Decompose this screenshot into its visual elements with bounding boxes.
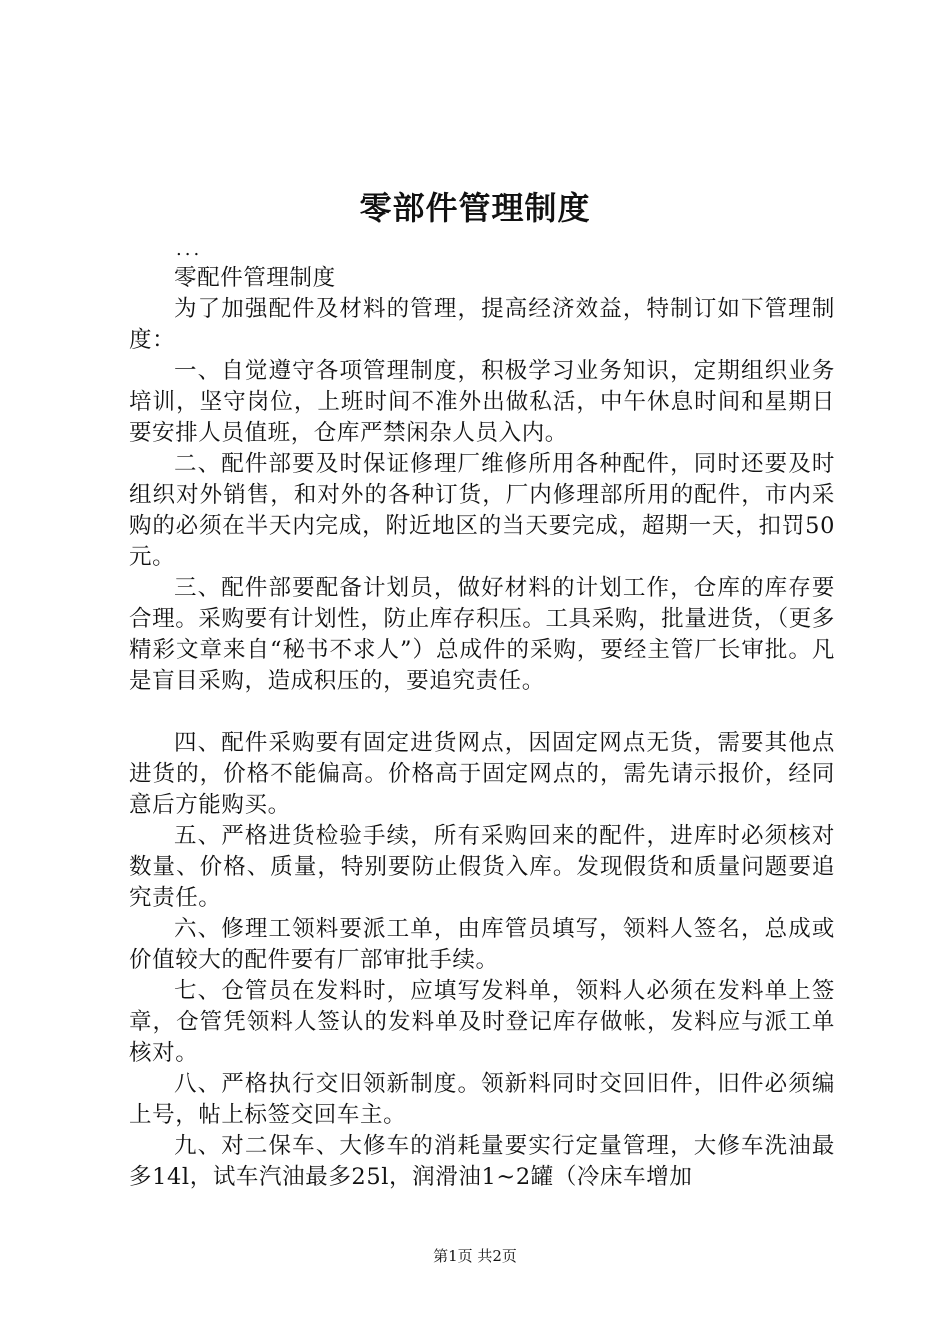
page-footer [0, 1246, 950, 1266]
rule-paragraph-9: 九、对二保车、大修车的消耗量要实行定量管理，大修车洗油最多14l，试车汽油最多25l，润滑油1~2罐（冷床车增加 [129, 1133, 835, 1190]
rule-paragraph-1: 一、自觉遵守各项管理制度，积极学习业务知识，定期组织业务培训，坚守岗位，上班时间不准外出做私活，中午休息时间和星期日要安排人员值班，仓库严禁闲杂人员入内。 [129, 358, 835, 446]
rule-paragraph-4: 四、配件采购要有固定进货网点，因固定网点无货，需要其他点进货的，价格不能偏高。价格高于固定网点的，需先请示报价，经同意后方能购买。 [129, 730, 835, 818]
rule-paragraph-7: 七、仓管员在发料时，应填写发料单，领料人必须在发料单上签章，仓管凭领料人签认的发料单及时登记库存做帐，发料应与派工单核对。 [129, 978, 835, 1066]
rule-paragraph-8: 八、严格执行交旧领新制度。领新料同时交回旧件，旧件必须编上号，帖上标签交回车主。 [129, 1071, 835, 1128]
intro-paragraph: 为了加强配件及材料的管理，提高经济效益，特制订如下管理制度： [129, 296, 835, 353]
document-title: 零部件管理制度 [359, 189, 591, 227]
rule-paragraph-6: 六、修理工领料要派工单，由库管员填写，领料人签名，总成或价值较大的配件要有厂部审批手续。 [129, 916, 835, 973]
rule-paragraph-2: 二、配件部要及时保证修理厂维修所用各种配件，同时还要及时组织对外销售，和对外的各种订货，厂内修理部所用的配件，市内采购的必须在半天内完成，附近地区的当天要完成，超期一天，扣罚50元。 [129, 451, 835, 570]
page-number-label: 第1页 共2页 [433, 1247, 517, 1265]
subtitle-paragraph: 零配件管理制度 [174, 265, 336, 291]
rule-paragraph-5: 五、严格进货检验手续，所有采购回来的配件，进库时必须核对数量、价格、质量，特别要防止假货入库。发现假货和质量问题要追究责任。 [129, 823, 835, 911]
document-body [129, 263, 835, 1193]
ellipsis-marker: ... [176, 239, 203, 260]
rule-paragraph-3: 三、配件部要配备计划员，做好材料的计划工作，仓库的库存要合理。采购要有计划性，防止库存积压。工具采购，批量进货，（更多精彩文章来自“秘书不求人”）总成件的采购，要经主管厂长审批。凡是盲目采购，造成积压的，要追究责任。 [129, 575, 835, 694]
